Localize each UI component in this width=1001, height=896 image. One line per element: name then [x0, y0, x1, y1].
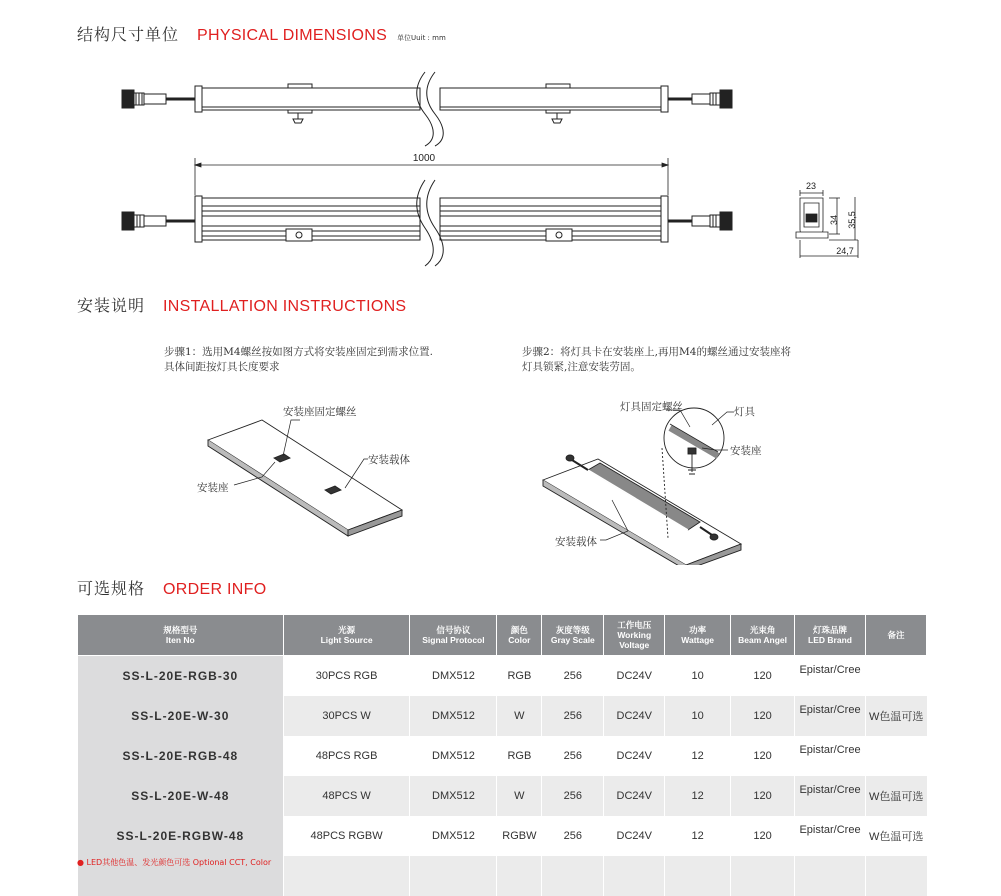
header-wattage: 功率 Wattage	[665, 615, 731, 656]
header-signal-protocol: 信号协议 Signal Protocol	[410, 615, 497, 656]
cell-remarks: W色温可选	[866, 696, 927, 736]
cell-brand: Epistar/Cree	[795, 816, 866, 856]
table-row	[78, 736, 927, 776]
cell-wattage: 10	[665, 696, 731, 736]
cell-remarks: W色温可选	[866, 776, 927, 816]
cell-color	[497, 856, 542, 896]
cell-brand: Epistar/Cree	[795, 776, 866, 816]
cell-beam-angle: 120	[731, 656, 795, 697]
cell-remarks	[866, 656, 927, 697]
cell-brand	[795, 856, 866, 896]
cell-gray-scale	[542, 856, 604, 896]
fig1-board	[208, 420, 402, 536]
cell-voltage: DC24V	[604, 656, 665, 697]
step2-line1: 步骤2：将灯具卡在安装座上,再用M4的螺丝通过安装座将	[522, 346, 791, 358]
cell-light-source: 30PCS W	[283, 696, 410, 736]
step2-line2: 灯具锁紧,注意安装劳固。	[522, 361, 641, 373]
cell-beam-angle: 120	[731, 776, 795, 816]
header-led-brand: 灯珠品牌 LED Brand	[795, 615, 866, 656]
cell-wattage	[665, 856, 731, 896]
cell-color: RGBW	[497, 816, 542, 856]
cell-brand: Epistar/Cree	[795, 736, 866, 776]
section-title-cn: 可选规格	[77, 579, 146, 598]
cell-wattage: 12	[665, 776, 731, 816]
cell-gray-scale: 256	[542, 656, 604, 697]
cell-model: SS-L-20E-W-30	[78, 696, 284, 736]
cell-model: SS-L-20E-RGB-48	[78, 736, 284, 776]
cell-color: RGB	[497, 656, 542, 697]
cell-remarks	[866, 856, 927, 896]
cell-wattage: 12	[665, 736, 731, 776]
header-beam-angle: 光束角 Beam Angel	[731, 615, 795, 656]
cell-brand: Epistar/Cree	[795, 696, 866, 736]
cell-color: RGB	[497, 736, 542, 776]
cell-light-source: 48PCS W	[283, 776, 410, 816]
step1-line2: 具体间距按灯具长度要求	[164, 361, 280, 373]
cell-remarks: W色温可选	[866, 816, 927, 856]
fig2-screw-label: 灯具固定螺丝	[620, 401, 683, 413]
table-row	[78, 776, 927, 816]
cell-wattage: 12	[665, 816, 731, 856]
cell-wattage: 10	[665, 656, 731, 697]
section-order-info	[77, 576, 266, 599]
table-row	[78, 656, 927, 697]
unit-label: 单位Uuit : mm	[397, 34, 446, 42]
cell-model: SS-L-20E-W-48	[78, 776, 284, 816]
footnote: ● LED其他色温、发光颜色可选 Optional CCT, Color	[77, 858, 272, 867]
cell-remarks	[866, 736, 927, 776]
section-physical-dimensions	[77, 22, 446, 45]
section-title-cn: 结构尺寸单位	[77, 25, 180, 44]
lamp-front-view	[122, 180, 732, 266]
step1-text	[164, 345, 433, 375]
section-title-en: ORDER INFO	[163, 581, 267, 598]
cell-color: W	[497, 776, 542, 816]
height-outer-label: 35,5	[847, 211, 857, 229]
cell-beam-angle	[731, 856, 795, 896]
fig1-base-label: 安装座	[197, 482, 229, 494]
cell-light-source: 30PCS RGB	[283, 656, 410, 697]
cell-model: SS-L-20E-RGBW-48	[78, 816, 284, 856]
cell-voltage: DC24V	[604, 816, 665, 856]
table-header-row	[78, 615, 927, 656]
table-row	[78, 696, 927, 736]
header-working-voltage: 工作电压 Working Voltage	[604, 615, 665, 656]
length-dimension-label: 1000	[412, 153, 436, 164]
cell-protocol: DMX512	[410, 816, 497, 856]
order-info-table	[77, 614, 927, 896]
fig1-carrier-label: 安装载体	[368, 454, 410, 466]
fig2-lamp-label: 灯具	[734, 406, 755, 418]
cell-color: W	[497, 696, 542, 736]
cell-gray-scale: 256	[542, 776, 604, 816]
cell-gray-scale: 256	[542, 816, 604, 856]
fig2-base-label: 安装座	[730, 445, 762, 457]
step2-text	[522, 345, 791, 375]
cell-model: SS-L-20E-RGB-30	[78, 656, 284, 697]
section-installation	[77, 293, 406, 316]
cell-light-source: 48PCS RGB	[283, 736, 410, 776]
cell-protocol: DMX512	[410, 696, 497, 736]
installation-figures	[0, 395, 1001, 565]
lamp-side-view	[122, 72, 732, 146]
width-bottom-label: 24,7	[836, 246, 854, 256]
cell-beam-angle: 120	[731, 816, 795, 856]
height-inner-label: 34	[829, 214, 839, 226]
step1-line1: 步骤1：选用M4螺丝按如图方式将安装座固定到需求位置.	[164, 346, 433, 358]
fig2-board	[543, 459, 741, 565]
cell-protocol: DMX512	[410, 656, 497, 697]
header-item-no: 规格型号 Iten No	[78, 615, 284, 656]
cell-beam-angle: 120	[731, 696, 795, 736]
cell-voltage: DC24V	[604, 696, 665, 736]
cell-beam-angle: 120	[731, 736, 795, 776]
header-remarks: 备注	[866, 615, 927, 656]
cell-protocol: DMX512	[410, 776, 497, 816]
section-title-cn: 安装说明	[77, 296, 146, 315]
section-title-en: PHYSICAL DIMENSIONS	[197, 27, 388, 44]
cell-brand: Epistar/Cree	[795, 656, 866, 697]
cell-voltage: DC24V	[604, 776, 665, 816]
header-gray-scale: 灰度等级 Gray Scale	[542, 615, 604, 656]
fig1-screw-label: 安装座固定螺丝	[283, 406, 357, 418]
cell-protocol	[410, 856, 497, 896]
header-light-source: 光源 Light Source	[283, 615, 410, 656]
section-title-en: INSTALLATION INSTRUCTIONS	[163, 298, 407, 315]
header-color: 颜色 Color	[497, 615, 542, 656]
fig2-carrier-label: 安装载体	[555, 536, 597, 548]
cell-gray-scale: 256	[542, 696, 604, 736]
cell-gray-scale: 256	[542, 736, 604, 776]
table-row	[78, 816, 927, 856]
width-top-label: 23	[805, 181, 817, 191]
cell-light-source: 48PCS RGBW	[283, 816, 410, 856]
cell-voltage: DC24V	[604, 736, 665, 776]
cell-light-source	[283, 856, 410, 896]
cell-protocol: DMX512	[410, 736, 497, 776]
cell-voltage	[604, 856, 665, 896]
